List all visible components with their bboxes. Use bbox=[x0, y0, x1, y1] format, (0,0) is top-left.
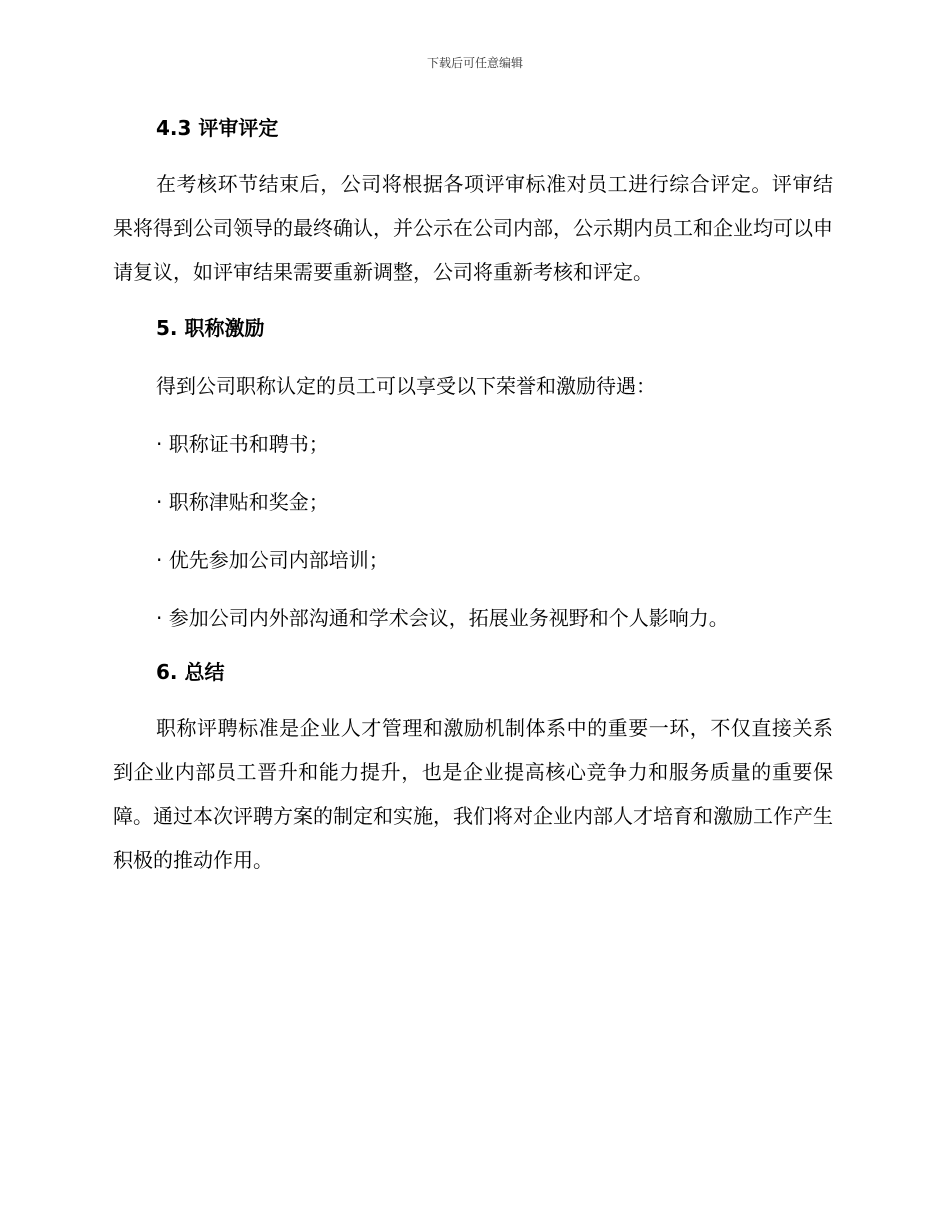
list-item-conference: · 参加公司内外部沟通和学术会议，拓展业务视野和个人影响力。 bbox=[156, 606, 729, 630]
heading-5: 5. 职称激励 bbox=[156, 316, 265, 340]
paragraph-review: 在考核环节结束后，公司将根据各项评审标准对员工进行综合评定。评审结果将得到公司领导的最终确认，并公示在公司内部，公示期内员工和企业均可以申请复议，如评审结果需要重新调整，公司将重新考核和评定。 bbox=[113, 172, 833, 284]
document-body bbox=[113, 108, 833, 882]
heading-6: 6. 总结 bbox=[156, 660, 225, 684]
list-item-allowance: · 职称津贴和奖金； bbox=[156, 490, 329, 514]
heading-4-3: 4.3 评审评定 bbox=[156, 116, 279, 140]
paragraph-incentive-intro: 得到公司职称认定的员工可以享受以下荣誉和激励待遇： bbox=[156, 374, 656, 398]
header-note: 下载后可任意编辑 bbox=[426, 56, 523, 70]
paragraph-summary: 职称评聘标准是企业人才管理和激励机制体系中的重要一环，不仅直接关系到企业内部员工晋升和能力提升，也是企业提高核心竞争力和服务质量的重要保障。通过本次评聘方案的制定和实施，我们将对企业内部人才培育和激励工作产生积极的推动作用。 bbox=[113, 716, 833, 872]
list-item-training: · 优先参加公司内部培训； bbox=[156, 548, 389, 572]
list-item-certificate: · 职称证书和聘书； bbox=[156, 432, 329, 456]
